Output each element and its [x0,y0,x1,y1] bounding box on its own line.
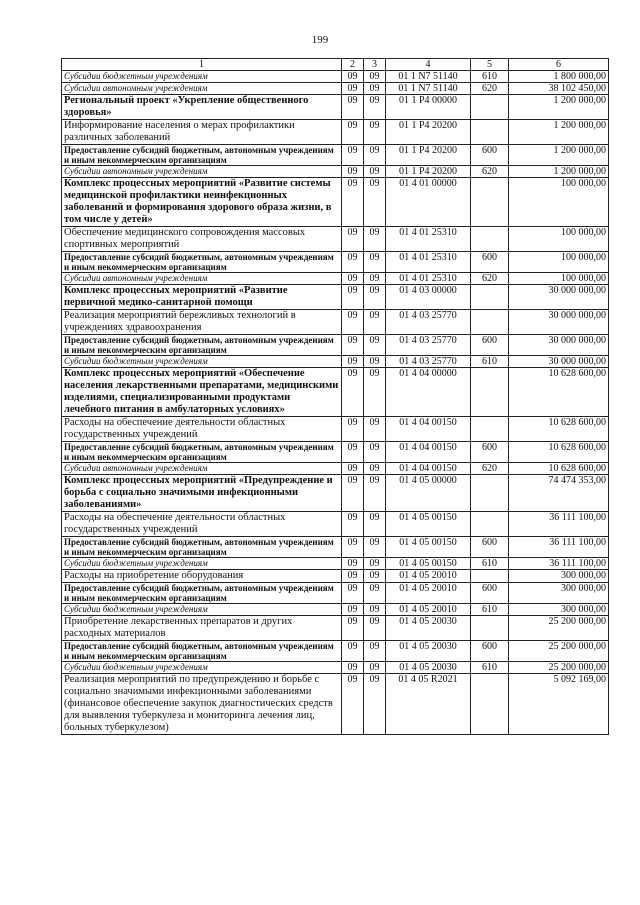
amount-cell: 74 474 353,00 [509,475,609,512]
section-code-cell: 09 [342,512,364,537]
target-article-cell: 01 4 05 20010 [386,570,471,583]
column-header-3: 3 [364,59,386,71]
table-row [62,71,609,83]
table-row [62,285,609,310]
target-article-cell: 01 4 03 25770 [386,356,471,368]
section-code-cell: 09 [342,120,364,145]
subsection-code-cell: 09 [364,537,386,558]
row-name-cell: Субсидии автономным учреждениям [62,83,342,95]
target-article-cell: 01 4 01 25310 [386,227,471,252]
section-code-cell: 09 [342,417,364,442]
amount-cell: 300 000,00 [509,583,609,604]
subsection-code-cell: 09 [364,335,386,356]
amount-cell: 30 000 000,00 [509,356,609,368]
target-article-cell: 01 4 05 20010 [386,583,471,604]
expense-type-cell [471,285,509,310]
amount-cell: 300 000,00 [509,604,609,616]
target-article-cell: 01 4 01 00000 [386,178,471,227]
subsection-code-cell: 09 [364,674,386,735]
expense-type-cell [471,417,509,442]
subsection-code-cell: 09 [364,310,386,335]
expense-type-cell [471,120,509,145]
table-row [62,674,609,735]
expense-type-cell [471,178,509,227]
target-article-cell: 01 4 03 00000 [386,285,471,310]
expense-type-cell: 620 [471,166,509,178]
table-row [62,641,609,662]
budget-table [61,58,609,735]
section-code-cell: 09 [342,166,364,178]
subsection-code-cell: 09 [364,616,386,641]
section-code-cell: 09 [342,285,364,310]
subsection-code-cell: 09 [364,475,386,512]
row-name-cell: Предоставление субсидий бюджетным, автономным учреждениям и иным некоммерческим организациям [62,252,342,273]
subsection-code-cell: 09 [364,604,386,616]
target-article-cell: 01 1 P4 20200 [386,120,471,145]
target-article-cell: 01 4 05 00150 [386,558,471,570]
section-code-cell: 09 [342,604,364,616]
row-name-cell: Субсидии автономным учреждениям [62,166,342,178]
column-header-1: 1 [62,59,342,71]
section-code-cell: 09 [342,145,364,166]
subsection-code-cell: 09 [364,442,386,463]
row-name-cell: Субсидии бюджетным учреждениям [62,604,342,616]
section-code-cell: 09 [342,475,364,512]
subsection-code-cell: 09 [364,570,386,583]
amount-cell: 25 200 000,00 [509,662,609,674]
expense-type-cell: 610 [471,558,509,570]
row-name-cell: Предоставление субсидий бюджетным, автономным учреждениям и иным некоммерческим организациям [62,641,342,662]
section-code-cell: 09 [342,335,364,356]
subsection-code-cell: 09 [364,95,386,120]
expense-type-cell: 620 [471,463,509,475]
amount-cell: 10 628 600,00 [509,463,609,475]
target-article-cell: 01 4 05 R2021 [386,674,471,735]
table-row [62,310,609,335]
expense-type-cell: 600 [471,252,509,273]
row-name-cell: Реализация мероприятий по предупреждению и борьбе с социально значимыми инфекционными заболеваниями (финансовое обеспечение закупок диагностических средств для выявления туберкулеза и мониторинга лечения лиц, больных туберкулезом) [62,674,342,735]
page-number: 199 [311,34,329,46]
expense-type-cell [471,310,509,335]
table-row [62,475,609,512]
expense-type-cell [471,616,509,641]
subsection-code-cell: 09 [364,512,386,537]
table-row [62,178,609,227]
amount-cell: 1 200 000,00 [509,120,609,145]
subsection-code-cell: 09 [364,641,386,662]
section-code-cell: 09 [342,227,364,252]
table-row [62,662,609,674]
amount-cell: 1 200 000,00 [509,166,609,178]
table-row [62,512,609,537]
table-row [62,442,609,463]
expense-type-cell: 600 [471,537,509,558]
target-article-cell: 01 4 03 25770 [386,310,471,335]
section-code-cell: 09 [342,442,364,463]
subsection-code-cell: 09 [364,252,386,273]
row-name-cell: Региональный проект «Укрепление общественного здоровья» [62,95,342,120]
table-row [62,227,609,252]
row-name-cell: Обеспечение медицинского сопровождения массовых спортивных мероприятий [62,227,342,252]
subsection-code-cell: 09 [364,583,386,604]
row-name-cell: Предоставление субсидий бюджетным, автономным учреждениям и иным некоммерческим организациям [62,537,342,558]
amount-cell: 10 628 600,00 [509,442,609,463]
expense-type-cell: 610 [471,71,509,83]
table-row [62,570,609,583]
target-article-cell: 01 1 P4 20200 [386,145,471,166]
expense-type-cell [471,368,509,417]
expense-type-cell [471,570,509,583]
subsection-code-cell: 09 [364,368,386,417]
table-row [62,145,609,166]
amount-cell: 36 111 100,00 [509,512,609,537]
amount-cell: 38 102 450,00 [509,83,609,95]
table-row [62,166,609,178]
table-row [62,604,609,616]
section-code-cell: 09 [342,310,364,335]
section-code-cell: 09 [342,356,364,368]
target-article-cell: 01 1 N7 51140 [386,83,471,95]
table-row [62,417,609,442]
target-article-cell: 01 4 03 25770 [386,335,471,356]
subsection-code-cell: 09 [364,145,386,166]
row-name-cell: Предоставление субсидий бюджетным, автономным учреждениям и иным некоммерческим организациям [62,145,342,166]
subsection-code-cell: 09 [364,273,386,285]
row-name-cell: Субсидии автономным учреждениям [62,273,342,285]
row-name-cell: Расходы на приобретение оборудования [62,570,342,583]
amount-cell: 25 200 000,00 [509,616,609,641]
subsection-code-cell: 09 [364,356,386,368]
row-name-cell: Комплекс процессных мероприятий «Предупреждение и борьба с социально значимыми инфекционными заболеваниями» [62,475,342,512]
amount-cell: 30 000 000,00 [509,335,609,356]
subsection-code-cell: 09 [364,227,386,252]
row-name-cell: Предоставление субсидий бюджетным, автономным учреждениям и иным некоммерческим организациям [62,583,342,604]
row-name-cell: Субсидии бюджетным учреждениям [62,662,342,674]
target-article-cell: 01 4 01 25310 [386,273,471,285]
row-name-cell: Комплекс процессных мероприятий «Развитие первичной медико-санитарной помощи [62,285,342,310]
expense-type-cell [471,512,509,537]
target-article-cell: 01 4 01 25310 [386,252,471,273]
row-name-cell: Приобретение лекарственных препаратов и других расходных материалов [62,616,342,641]
section-code-cell: 09 [342,252,364,273]
expense-type-cell: 600 [471,583,509,604]
table-row [62,583,609,604]
expense-type-cell: 600 [471,442,509,463]
section-code-cell: 09 [342,463,364,475]
amount-cell: 1 200 000,00 [509,145,609,166]
section-code-cell: 09 [342,95,364,120]
expense-type-cell [471,475,509,512]
row-name-cell: Комплекс процессных мероприятий «Обеспечение населения лекарственными препаратами, медицинскими изделиями, специализированными продуктами лечебного питания в амбулаторных условиях» [62,368,342,417]
amount-cell: 25 200 000,00 [509,641,609,662]
table-row [62,537,609,558]
section-code-cell: 09 [342,558,364,570]
section-code-cell: 09 [342,662,364,674]
subsection-code-cell: 09 [364,558,386,570]
target-article-cell: 01 4 05 20030 [386,641,471,662]
amount-cell: 300 000,00 [509,570,609,583]
section-code-cell: 09 [342,570,364,583]
table-row [62,252,609,273]
table-row [62,356,609,368]
row-name-cell: Комплекс процессных мероприятий «Развитие системы медицинской профилактики неинфекционных заболеваний и формирования здорового образа жизни, в том числе у детей» [62,178,342,227]
section-code-cell: 09 [342,71,364,83]
expense-type-cell: 620 [471,83,509,95]
amount-cell: 5 092 169,00 [509,674,609,735]
subsection-code-cell: 09 [364,463,386,475]
section-code-cell: 09 [342,674,364,735]
amount-cell: 100 000,00 [509,227,609,252]
row-name-cell: Расходы на обеспечение деятельности областных государственных учреждений [62,417,342,442]
amount-cell: 10 628 600,00 [509,417,609,442]
column-header-2: 2 [342,59,364,71]
target-article-cell: 01 4 05 00000 [386,475,471,512]
subsection-code-cell: 09 [364,120,386,145]
amount-cell: 36 111 100,00 [509,558,609,570]
target-article-cell: 01 4 04 00150 [386,417,471,442]
amount-cell: 100 000,00 [509,252,609,273]
subsection-code-cell: 09 [364,178,386,227]
target-article-cell: 01 1 P4 00000 [386,95,471,120]
table-row [62,120,609,145]
amount-cell: 30 000 000,00 [509,310,609,335]
table-row [62,83,609,95]
table-row [62,558,609,570]
target-article-cell: 01 4 04 00150 [386,463,471,475]
row-name-cell: Субсидии бюджетным учреждениям [62,558,342,570]
subsection-code-cell: 09 [364,285,386,310]
section-code-cell: 09 [342,583,364,604]
amount-cell: 100 000,00 [509,273,609,285]
row-name-cell: Субсидии бюджетным учреждениям [62,71,342,83]
target-article-cell: 01 4 05 20030 [386,662,471,674]
section-code-cell: 09 [342,537,364,558]
table-row [62,335,609,356]
row-name-cell: Информирование населения о мерах профилактики различных заболеваний [62,120,342,145]
amount-cell: 1 800 000,00 [509,71,609,83]
expense-type-cell [471,95,509,120]
table-row [62,463,609,475]
target-article-cell: 01 1 N7 51140 [386,71,471,83]
column-header-5: 5 [471,59,509,71]
expense-type-cell: 600 [471,641,509,662]
amount-cell: 36 111 100,00 [509,537,609,558]
subsection-code-cell: 09 [364,71,386,83]
section-code-cell: 09 [342,641,364,662]
row-name-cell: Предоставление субсидий бюджетным, автономным учреждениям и иным некоммерческим организациям [62,442,342,463]
expense-type-cell: 610 [471,662,509,674]
table-row [62,95,609,120]
subsection-code-cell: 09 [364,83,386,95]
section-code-cell: 09 [342,178,364,227]
table-row [62,616,609,641]
amount-cell: 1 200 000,00 [509,95,609,120]
target-article-cell: 01 1 P4 20200 [386,166,471,178]
subsection-code-cell: 09 [364,417,386,442]
section-code-cell: 09 [342,83,364,95]
table-body [62,71,609,735]
expense-type-cell: 600 [471,335,509,356]
table-row [62,273,609,285]
row-name-cell: Расходы на обеспечение деятельности областных государственных учреждений [62,512,342,537]
row-name-cell: Субсидии автономным учреждениям [62,463,342,475]
target-article-cell: 01 4 05 20030 [386,616,471,641]
expense-type-cell: 610 [471,604,509,616]
section-code-cell: 09 [342,273,364,285]
section-code-cell: 09 [342,616,364,641]
header-row [62,59,609,71]
target-article-cell: 01 4 05 20010 [386,604,471,616]
expense-type-cell: 610 [471,356,509,368]
expense-type-cell: 620 [471,273,509,285]
table-row [62,368,609,417]
section-code-cell: 09 [342,368,364,417]
target-article-cell: 01 4 05 00150 [386,537,471,558]
expense-type-cell [471,674,509,735]
column-header-4: 4 [386,59,471,71]
amount-cell: 10 628 600,00 [509,368,609,417]
row-name-cell: Реализация мероприятий бережливых технологий в учреждениях здравоохранения [62,310,342,335]
column-header-6: 6 [509,59,609,71]
amount-cell: 30 000 000,00 [509,285,609,310]
subsection-code-cell: 09 [364,166,386,178]
target-article-cell: 01 4 05 00150 [386,512,471,537]
target-article-cell: 01 4 04 00000 [386,368,471,417]
amount-cell: 100 000,00 [509,178,609,227]
target-article-cell: 01 4 04 00150 [386,442,471,463]
row-name-cell: Субсидии бюджетным учреждениям [62,356,342,368]
expense-type-cell [471,227,509,252]
subsection-code-cell: 09 [364,662,386,674]
row-name-cell: Предоставление субсидий бюджетным, автономным учреждениям и иным некоммерческим организациям [62,335,342,356]
expense-type-cell: 600 [471,145,509,166]
